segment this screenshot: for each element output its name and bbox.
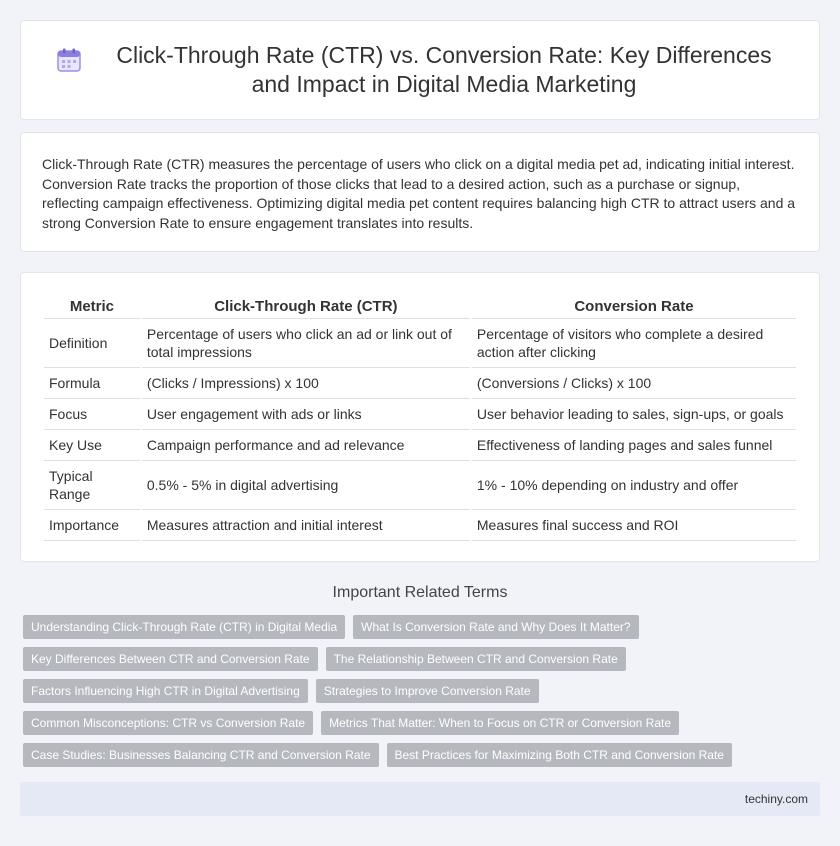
- comparison-table: [42, 295, 798, 541]
- metric-cell: Focus: [44, 399, 140, 430]
- header-ctr: Click-Through Rate (CTR): [142, 295, 470, 319]
- conversion-cell: (Conversions / Clicks) x 100: [472, 368, 796, 399]
- header-metric: Metric: [44, 295, 140, 319]
- related-term-link[interactable]: Common Misconceptions: CTR vs Conversion Rate: [23, 711, 313, 735]
- table-row: [44, 399, 796, 430]
- related-term-link[interactable]: The Relationship Between CTR and Conversion Rate: [326, 647, 626, 671]
- calendar-icon: [56, 47, 82, 73]
- related-term-link[interactable]: Best Practices for Maximizing Both CTR and Conversion Rate: [387, 743, 732, 767]
- footer: [20, 782, 820, 816]
- ctr-cell: (Clicks / Impressions) x 100: [142, 368, 470, 399]
- conversion-cell: User behavior leading to sales, sign-ups, or goals: [472, 399, 796, 430]
- metric-cell: Key Use: [44, 430, 140, 461]
- ctr-cell: Campaign performance and ad relevance: [142, 430, 470, 461]
- related-term-link[interactable]: Key Differences Between CTR and Conversion Rate: [23, 647, 318, 671]
- conversion-cell: Percentage of visitors who complete a desired action after clicking: [472, 319, 796, 368]
- site-name[interactable]: techiny.com: [744, 792, 808, 806]
- conversion-cell: 1% - 10% depending on industry and offer: [472, 461, 796, 510]
- tag-row: [23, 615, 823, 639]
- intro-paragraph: Click-Through Rate (CTR) measures the percentage of users who click on a digital media pet ad, indicating initial interest. Conversion Rate tracks the proportion of those clicks that lead to a desired action, such as a purchase or signup, reflecting campaign effectiveness. Optimizing digital media pet content requires balancing high CTR to attract users and a strong Conversion Rate to ensure engagement translates into results.: [42, 156, 796, 231]
- table-row: [44, 368, 796, 399]
- related-term-link[interactable]: Metrics That Matter: When to Focus on CTR or Conversion Rate: [321, 711, 679, 735]
- title-wrap: [56, 41, 784, 99]
- ctr-cell: Measures attraction and initial interest: [142, 510, 470, 541]
- table-header-row: [44, 295, 796, 319]
- conversion-cell: Effectiveness of landing pages and sales funnel: [472, 430, 796, 461]
- tag-row: [23, 711, 823, 735]
- metric-cell: Typical Range: [44, 461, 140, 510]
- conversion-cell: Measures final success and ROI: [472, 510, 796, 541]
- related-terms-list: [23, 615, 823, 775]
- table-row: [44, 461, 796, 510]
- intro-card: [20, 132, 820, 252]
- ctr-cell: Percentage of users who click an ad or link out of total impressions: [142, 319, 470, 368]
- comparison-table-card: [20, 272, 820, 562]
- metric-cell: Importance: [44, 510, 140, 541]
- tag-row: [23, 743, 823, 767]
- related-terms-title: Important Related Terms: [332, 584, 508, 601]
- table-row: [44, 430, 796, 461]
- table-row: [44, 510, 796, 541]
- header-conversion: Conversion Rate: [472, 295, 796, 319]
- ctr-cell: User engagement with ads or links: [142, 399, 470, 430]
- metric-cell: Definition: [44, 319, 140, 368]
- table-row: [44, 319, 796, 368]
- tag-row: [23, 679, 823, 703]
- page-title: Click-Through Rate (CTR) vs. Conversion Rate: Key Differences and Impact in Digital Media Marketing: [116, 42, 772, 97]
- tag-row: [23, 647, 823, 671]
- ctr-cell: 0.5% - 5% in digital advertising: [142, 461, 470, 510]
- related-term-link[interactable]: Strategies to Improve Conversion Rate: [316, 679, 539, 703]
- metric-cell: Formula: [44, 368, 140, 399]
- title-card: [20, 20, 820, 120]
- related-term-link[interactable]: Case Studies: Businesses Balancing CTR and Conversion Rate: [23, 743, 379, 767]
- related-term-link[interactable]: What Is Conversion Rate and Why Does It Matter?: [353, 615, 638, 639]
- related-term-link[interactable]: Understanding Click-Through Rate (CTR) in Digital Media: [23, 615, 345, 639]
- related-term-link[interactable]: Factors Influencing High CTR in Digital Advertising: [23, 679, 308, 703]
